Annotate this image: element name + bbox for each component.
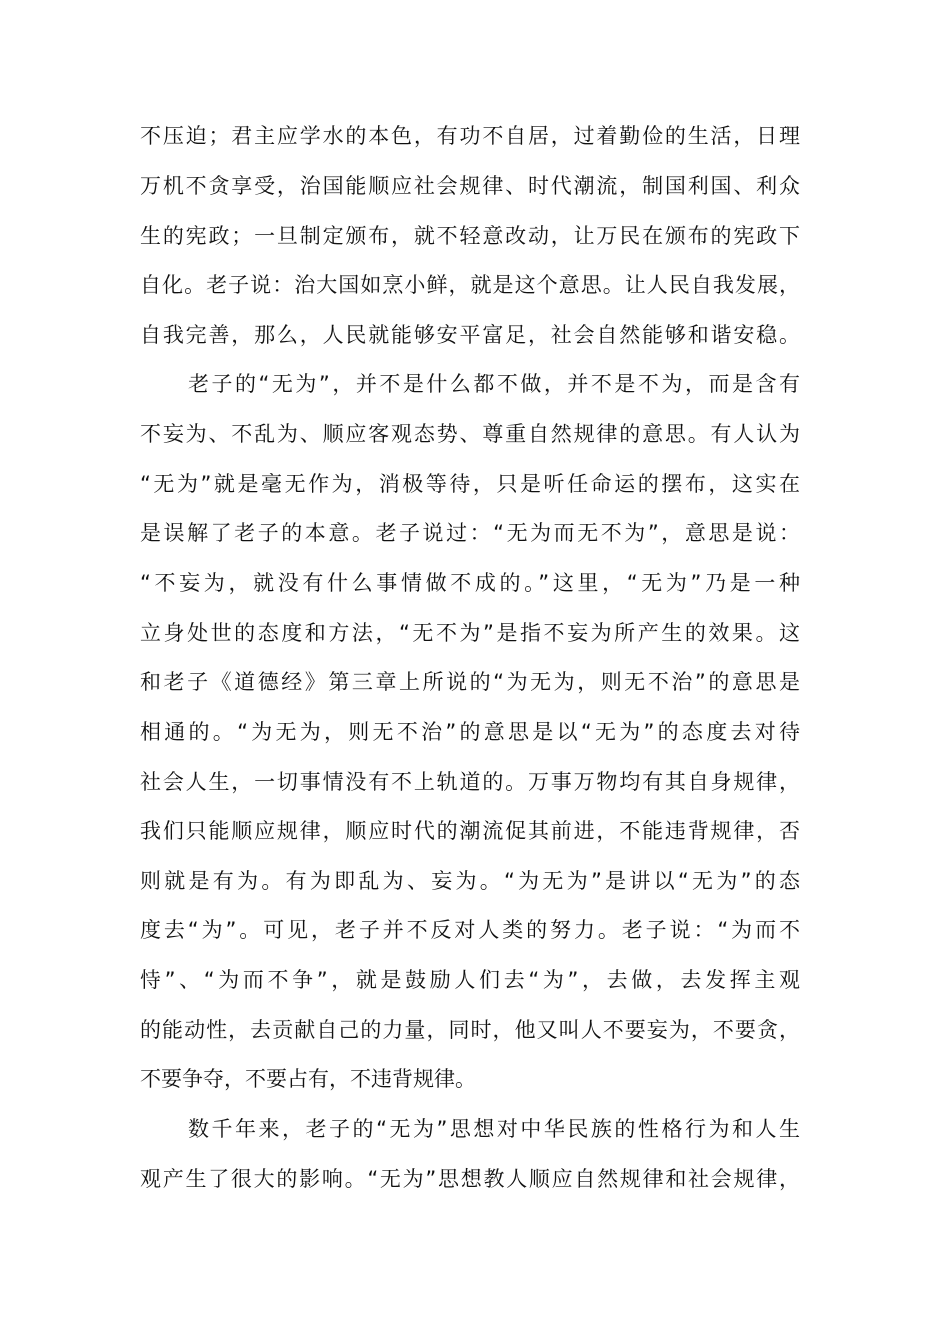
text-line: 是误解了老子的本意。老子说过：“无为而无不为”，意思是说： bbox=[140, 521, 803, 545]
text-line: 数千年来，老子的“无为”思想对中华民族的性格行为和人生 bbox=[188, 1117, 803, 1141]
text-line: 我们只能顺应规律，顺应时代的潮流促其前进，不能违背规律，否 bbox=[140, 819, 802, 843]
text-line: 社会人生，一切事情没有不上轨道的。万事万物均有其自身规律， bbox=[140, 770, 802, 794]
text-line: 不要争夺，不要占有，不违背规律。 bbox=[140, 1067, 476, 1091]
text-line: 度去“为”。可见，老子并不反对人类的努力。老子说：“为而不 bbox=[140, 918, 803, 942]
text-line: 恃”、“为而不争”，就是鼓励人们去“为”，去做，去发挥主观 bbox=[140, 968, 804, 992]
text-line: 生的宪政；一旦制定颁布，就不轻意改动，让万民在颁布的宪政下 bbox=[140, 224, 802, 248]
text-line: “无为”就是毫无作为，消极等待，只是听任命运的摆布，这实在 bbox=[140, 472, 803, 496]
text-line: 万机不贪享受，治国能顺应社会规律、时代潮流，制国利国、利众 bbox=[140, 174, 802, 198]
text-line: 的能动性，去贡献自己的力量，同时，他又叫人不要妄为，不要贪， bbox=[140, 1018, 802, 1042]
text-line: 不妄为、不乱为、顺应客观态势、尊重自然规律的意思。有人认为 bbox=[140, 422, 802, 446]
text-line: 和老子《道德经》第三章上所说的“为无为，则无不治”的意思是 bbox=[140, 670, 803, 694]
text-line: 自我完善，那么，人民就能够安平富足，社会自然能够和谐安稳。 bbox=[140, 323, 802, 347]
text-line: 观产生了很大的影响。“无为”思想教人顺应自然规律和社会规律， bbox=[140, 1167, 802, 1191]
text-line: 不压迫；君主应学水的本色，有功不自居，过着勤俭的生活，日理 bbox=[140, 124, 802, 148]
text-line: 老子的“无为”，并不是什么都不做，并不是不为，而是含有 bbox=[188, 372, 803, 396]
text-line: 立身处世的态度和方法，“无不为”是指不妄为所产生的效果。这 bbox=[140, 621, 803, 645]
text-line: “不妄为，就没有什么事情做不成的。”这里，“无为”乃是一种 bbox=[140, 571, 804, 595]
text-line: 则就是有为。有为即乱为、妄为。“为无为”是讲以“无为”的态 bbox=[140, 869, 804, 893]
text-line: 相通的。“为无为，则无不治”的意思是以“无为”的态度去对待 bbox=[140, 720, 804, 744]
text-line: 自化。老子说：治大国如烹小鲜，就是这个意思。让人民自我发展， bbox=[140, 273, 802, 297]
